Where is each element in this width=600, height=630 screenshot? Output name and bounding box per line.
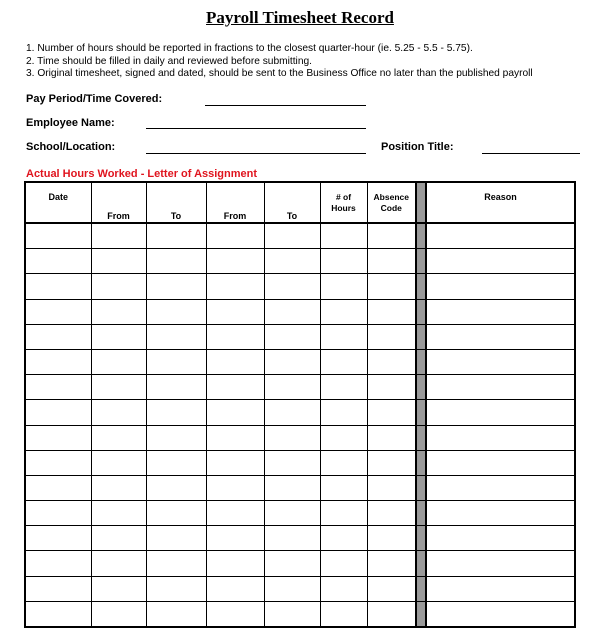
col-header-to: To [264,182,320,223]
section-title: Actual Hours Worked - Letter of Assignment [26,168,258,180]
hours-cell[interactable] [320,551,367,576]
to-cell[interactable] [264,450,320,475]
instruction-item: 1. Number of hours should be reported in fractions to the closest quarter-hour (ie. 5.25 - 5.5 - 5.75). [26,43,473,54]
to-cell[interactable] [264,274,320,299]
from-cell[interactable] [91,349,146,374]
date-cell[interactable] [25,349,91,374]
instructions-list [26,43,533,81]
table-row [25,526,575,551]
table-row [25,324,575,349]
hours-cell[interactable] [320,400,367,425]
to-cell[interactable] [146,576,206,601]
absence-code-cell[interactable] [367,324,416,349]
from-cell[interactable] [206,274,264,299]
absence-code-cell[interactable] [367,249,416,274]
absence-code-cell[interactable] [367,299,416,324]
date-cell[interactable] [25,299,91,324]
page-title: Payroll Timesheet Record [206,8,394,27]
date-cell[interactable] [25,475,91,500]
separator-cell [416,223,426,249]
hours-cell[interactable] [320,475,367,500]
to-cell[interactable] [146,450,206,475]
to-cell[interactable] [264,324,320,349]
from-cell[interactable] [91,324,146,349]
absence-code-cell[interactable] [367,576,416,601]
col-header-from: From [206,182,264,223]
date-cell[interactable] [25,601,91,627]
hours-cell[interactable] [320,299,367,324]
col-header-separator [416,182,426,223]
reason-cell[interactable] [426,425,575,450]
reason-cell[interactable] [426,324,575,349]
to-cell[interactable] [264,349,320,374]
from-cell[interactable] [206,324,264,349]
separator-cell [416,526,426,551]
hours-cell[interactable] [320,526,367,551]
to-cell[interactable] [146,526,206,551]
reason-cell[interactable] [426,375,575,400]
from-cell[interactable] [91,400,146,425]
date-cell[interactable] [25,576,91,601]
to-cell[interactable] [146,299,206,324]
hours-cell[interactable] [320,601,367,627]
absence-code-cell[interactable] [367,375,416,400]
from-cell[interactable] [206,375,264,400]
from-cell[interactable] [91,299,146,324]
from-cell[interactable] [206,601,264,627]
to-cell[interactable] [264,400,320,425]
from-cell[interactable] [206,425,264,450]
date-cell[interactable] [25,400,91,425]
from-cell[interactable] [206,526,264,551]
absence-code-cell[interactable] [367,349,416,374]
absence-code-cell[interactable] [367,223,416,249]
separator-cell [416,475,426,500]
separator-cell [416,349,426,374]
hours-cell[interactable] [320,349,367,374]
to-cell[interactable] [146,223,206,249]
from-cell[interactable] [91,274,146,299]
position-title-field[interactable] [482,153,580,154]
absence-code-cell[interactable] [367,526,416,551]
separator-cell [416,450,426,475]
date-cell[interactable] [25,501,91,526]
from-cell[interactable] [206,349,264,374]
col-header-absence-line1: Absence [373,191,409,202]
from-cell[interactable] [206,450,264,475]
hours-cell[interactable] [320,274,367,299]
separator-cell [416,501,426,526]
table-row [25,274,575,299]
to-cell[interactable] [264,299,320,324]
timesheet-table [24,181,576,628]
hours-cell[interactable] [320,450,367,475]
to-cell[interactable] [146,551,206,576]
separator-cell [416,576,426,601]
separator-cell [416,249,426,274]
hours-cell[interactable] [320,425,367,450]
reason-cell[interactable] [426,223,575,249]
from-cell[interactable] [91,576,146,601]
separator-cell [416,274,426,299]
hours-cell[interactable] [320,576,367,601]
date-cell[interactable] [25,274,91,299]
reason-cell[interactable] [426,299,575,324]
to-cell[interactable] [264,425,320,450]
to-cell[interactable] [264,576,320,601]
separator-cell [416,400,426,425]
from-cell[interactable] [91,601,146,627]
reason-cell[interactable] [426,501,575,526]
from-cell[interactable] [91,425,146,450]
reason-cell[interactable] [426,601,575,627]
from-cell[interactable] [91,223,146,249]
pay-period-label: Pay Period/Time Covered: [26,93,163,105]
to-cell[interactable] [146,400,206,425]
date-cell[interactable] [25,551,91,576]
separator-cell [416,425,426,450]
to-cell[interactable] [264,526,320,551]
reason-cell[interactable] [426,551,575,576]
col-header-to: To [146,182,206,223]
to-cell[interactable] [264,551,320,576]
to-cell[interactable] [264,223,320,249]
col-header-reason: Reason [426,182,575,223]
absence-code-cell[interactable] [367,551,416,576]
date-cell[interactable] [25,450,91,475]
hours-cell[interactable] [320,249,367,274]
table-row [25,400,575,425]
to-cell[interactable] [146,425,206,450]
employee-name-label: Employee Name: [26,117,115,129]
date-cell[interactable] [25,249,91,274]
to-cell[interactable] [146,601,206,627]
absence-code-cell[interactable] [367,475,416,500]
hours-cell[interactable] [320,501,367,526]
col-header-absence-line2: Code [380,202,402,213]
date-cell[interactable] [25,324,91,349]
from-cell[interactable] [206,576,264,601]
table-body [25,223,575,627]
absence-code-cell[interactable] [367,450,416,475]
table-row [25,375,575,400]
absence-code-cell[interactable] [367,601,416,627]
table-row [25,425,575,450]
to-cell[interactable] [264,475,320,500]
from-cell[interactable] [91,375,146,400]
table-row [25,501,575,526]
from-cell[interactable] [206,400,264,425]
from-cell[interactable] [91,526,146,551]
col-header-absence-code [367,182,416,223]
from-cell[interactable] [206,475,264,500]
reason-cell[interactable] [426,526,575,551]
from-cell[interactable] [91,501,146,526]
pay-period-field[interactable] [205,105,366,106]
date-cell[interactable] [25,425,91,450]
separator-cell [416,375,426,400]
from-cell[interactable] [206,551,264,576]
col-header-hours-line1: # of [335,191,352,202]
table-row [25,223,575,249]
date-cell[interactable] [25,223,91,249]
table-row [25,299,575,324]
col-header-date: Date [25,182,91,223]
employee-name-field[interactable] [146,128,366,129]
school-location-field[interactable] [146,153,366,154]
separator-cell [416,324,426,349]
separator-cell [416,601,426,627]
col-header-hours-line2: Hours [331,202,356,213]
from-cell[interactable] [91,551,146,576]
to-cell[interactable] [146,324,206,349]
reason-cell[interactable] [426,249,575,274]
from-cell[interactable] [206,223,264,249]
to-cell[interactable] [146,249,206,274]
to-cell[interactable] [264,601,320,627]
table-row [25,349,575,374]
instruction-item: 2. Time should be filled in daily and reviewed before submitting. [26,55,312,67]
table-row [25,450,575,475]
from-cell[interactable] [206,501,264,526]
separator-cell [416,551,426,576]
hours-cell[interactable] [320,324,367,349]
from-cell[interactable] [91,450,146,475]
to-cell[interactable] [146,274,206,299]
col-header-from: From [91,182,146,223]
from-cell[interactable] [206,299,264,324]
header-row [25,182,575,223]
col-header-hours [320,182,367,223]
absence-code-cell[interactable] [367,425,416,450]
separator-cell [416,299,426,324]
reason-cell[interactable] [426,475,575,500]
to-cell[interactable] [146,475,206,500]
to-cell[interactable] [264,375,320,400]
table-row [25,576,575,601]
absence-code-cell[interactable] [367,501,416,526]
from-cell[interactable] [206,249,264,274]
hours-cell[interactable] [320,375,367,400]
hours-cell[interactable] [320,223,367,249]
to-cell[interactable] [264,501,320,526]
to-cell[interactable] [146,375,206,400]
to-cell[interactable] [264,249,320,274]
table-row [25,249,575,274]
table-row [25,601,575,627]
school-location-label: School/Location: [26,141,116,153]
reason-cell[interactable] [426,349,575,374]
reason-cell[interactable] [426,450,575,475]
to-cell[interactable] [146,501,206,526]
reason-cell[interactable] [426,400,575,425]
date-cell[interactable] [25,375,91,400]
instruction-item: 3. Original timesheet, signed and dated, should be sent to the Business Office no later than the published payroll [26,68,533,79]
absence-code-cell[interactable] [367,400,416,425]
table-row [25,551,575,576]
table-row [25,475,575,500]
absence-code-cell[interactable] [367,274,416,299]
position-title-label: Position Title: [381,141,454,153]
from-cell[interactable] [91,249,146,274]
reason-cell[interactable] [426,576,575,601]
to-cell[interactable] [146,349,206,374]
date-cell[interactable] [25,526,91,551]
reason-cell[interactable] [426,274,575,299]
from-cell[interactable] [91,475,146,500]
